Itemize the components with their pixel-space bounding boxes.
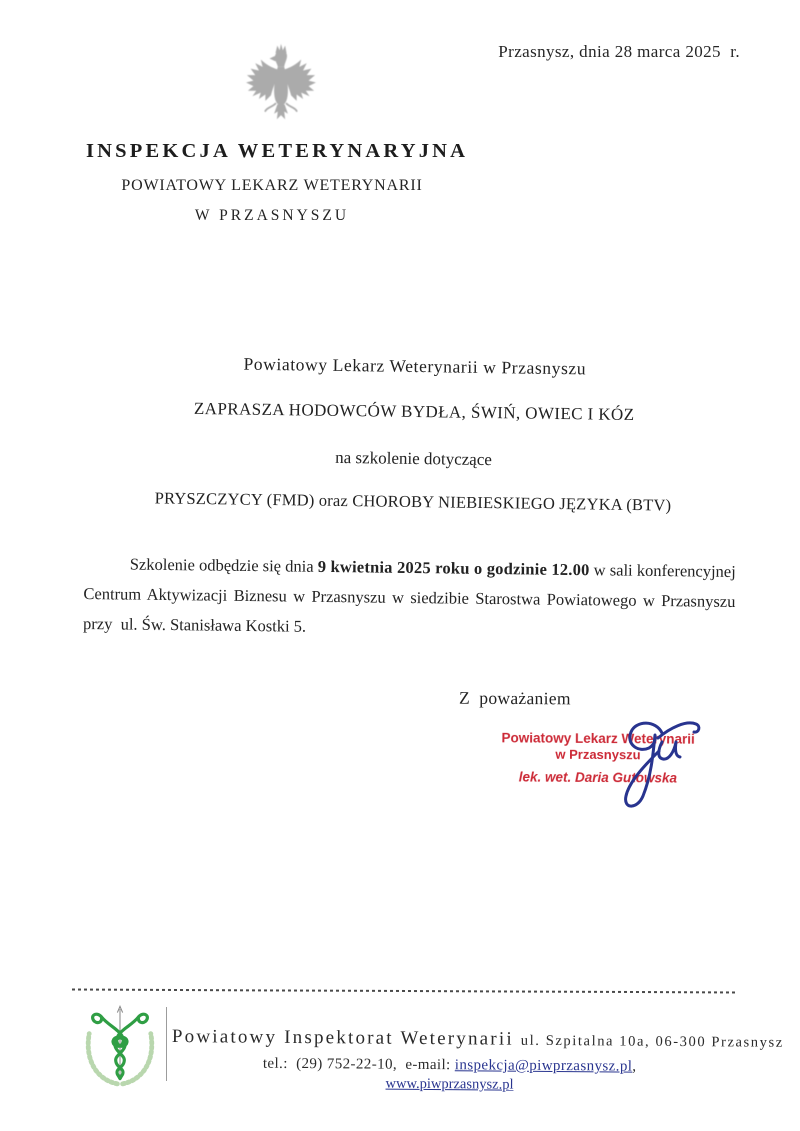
polish-eagle-emblem-icon bbox=[235, 42, 327, 134]
letterhead bbox=[86, 140, 469, 225]
veterinary-caduceus-logo-icon bbox=[76, 1000, 164, 1092]
letterhead-org-name: INSPEKCJA WETERYNARYJNA bbox=[86, 140, 469, 162]
invitation-subject-line: PRYSZCZYCY (FMD) oraz CHOROBY NIEBIESKIEGO JĘZYKA (BTV) bbox=[154, 488, 672, 515]
footer-vertical-separator bbox=[166, 1007, 167, 1081]
footer-address: ul. Szpitalna 10a, 06-300 Przasnysz bbox=[520, 1032, 784, 1051]
handwritten-signature-icon bbox=[596, 708, 706, 823]
footer-org-line bbox=[171, 1026, 784, 1052]
dateline: Przasnysz, dnia 28 marca 2025 r. bbox=[498, 42, 740, 61]
closing-phrase: Z poważaniem bbox=[458, 687, 571, 709]
details-lead: Szkolenie odbędzie się dnia bbox=[129, 554, 318, 576]
invitation-invite-line: ZAPRASZA HODOWCÓW BYDŁA, ŚWIŃ, OWIEC I KÓZ bbox=[193, 398, 635, 425]
footer-website-link[interactable]: www.piwprzasnysz.pl bbox=[385, 1075, 514, 1093]
letterhead-city: W PRZASNYSZU bbox=[194, 207, 350, 224]
footer-email-link[interactable]: inspekcja@piwprzasnysz.pl bbox=[454, 1057, 633, 1075]
stamp-name-line: lek. wet. Daria Gutowska bbox=[518, 769, 678, 786]
footer-divider bbox=[72, 989, 738, 994]
invitation-host-line: Powiatowy Lekarz Weterynarii w Przasnyszu bbox=[243, 353, 587, 379]
footer-org-name: Powiatowy Inspektorat Weterynarii bbox=[171, 1026, 514, 1050]
invitation-purpose-line: na szkolenie dotyczące bbox=[335, 447, 493, 470]
letterhead-office-name: POWIATOWY LEKARZ WETERYNARII bbox=[121, 177, 423, 194]
details-paragraph bbox=[83, 549, 736, 647]
footer-contact-line bbox=[172, 1055, 728, 1076]
stamp-title-line: Powiatowy Lekarz Weterynarii bbox=[501, 730, 695, 747]
details-rest: w sali konferencyjnej Centrum Aktywizacji Biznesu w Przasnyszu w siedzibie Starostwa Powiatowego w Przasnyszu przy ul. Św. Stanisława Kostki 5. bbox=[82, 560, 736, 636]
details-date-time-bold: 9 kwietnia 2025 roku o godzinie 12.00 bbox=[317, 556, 590, 580]
stamp-city-line: w Przasnyszu bbox=[555, 746, 641, 763]
invitation-block bbox=[58, 351, 770, 517]
footer-tel: tel.: (29) 752-22-10, e-mail: bbox=[262, 1055, 455, 1074]
footer-email-suffix: , bbox=[632, 1058, 637, 1075]
footer-contact-block bbox=[171, 1026, 784, 1095]
